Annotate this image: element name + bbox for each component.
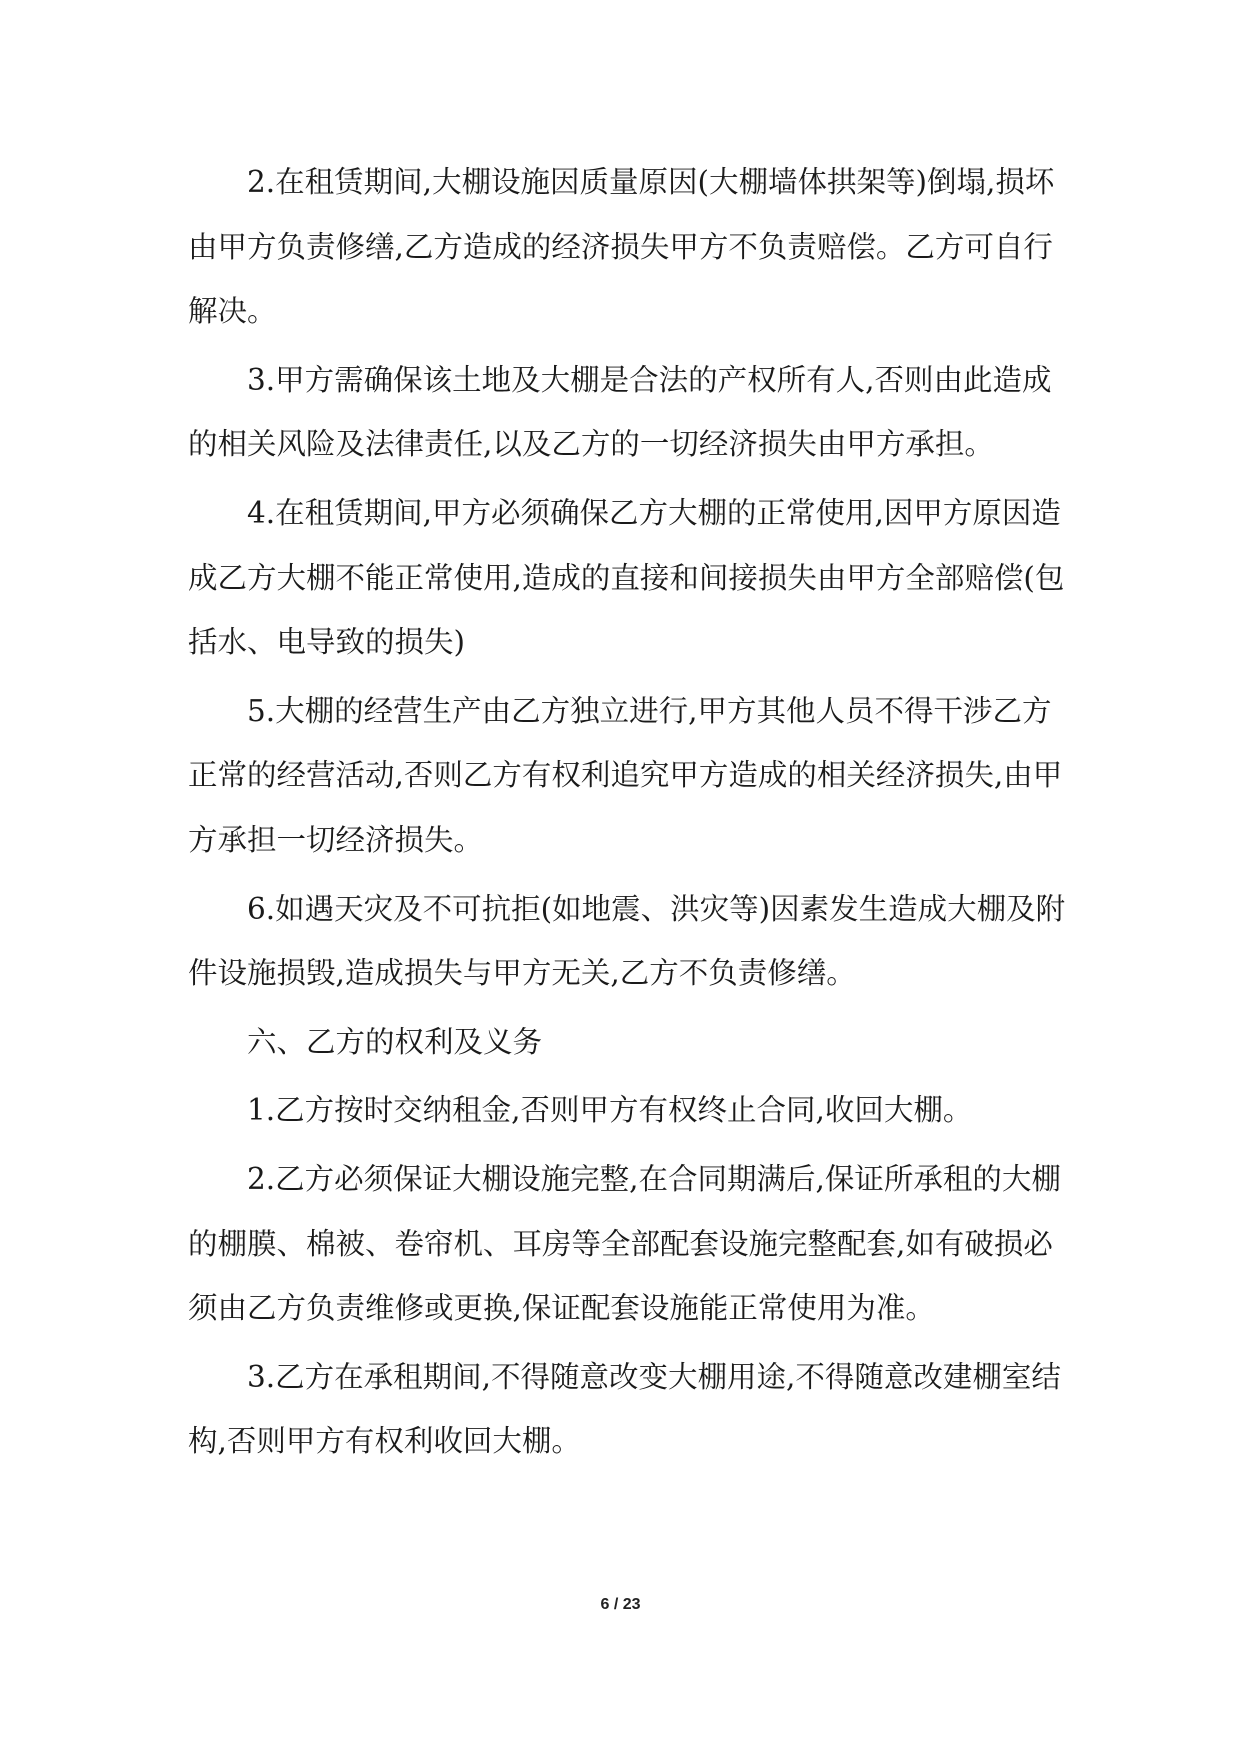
paragraph-clause-5-independent-operation: 5.大棚的经营生产由乙方独立进行,甲方其他人员不得干涉乙方正常的经营活动,否则乙方有权利追究甲方造成的相关经济损失,由甲方承担一切经济损失。 <box>188 693 1063 857</box>
paragraph-b-clause-3-usage: 3.乙方在承租期间,不得随意改变大棚用途,不得随意改建棚室结构,否则甲方有权利收回大棚。 <box>188 1359 1061 1459</box>
document-body <box>188 150 1068 1478</box>
paragraph-clause-3-ownership: 3.甲方需确保该土地及大棚是合法的产权所有人,否则由此造成的相关风险及法律责任,以及乙方的一切经济损失由甲方承担。 <box>188 362 1052 462</box>
section-heading-party-b-rights: 六、乙方的权利及义务 <box>247 1024 543 1059</box>
page-number: 6 / 23 <box>600 1596 641 1613</box>
paragraph-clause-6-force-majeure: 6.如遇天灾及不可抗拒(如地震、洪灾等)因素发生造成大棚及附件设施损毁,造成损失与甲方无关,乙方不负责修缮。 <box>188 891 1066 991</box>
paragraph-clause-2-damage-repair: 2.在租赁期间,大棚设施因质量原因(大棚墙体拱架等)倒塌,损坏由甲方负责修缮,乙方造成的经济损失甲方不负责赔偿。乙方可自行解决。 <box>188 165 1055 329</box>
paragraph-clause-4-normal-use: 4.在租赁期间,甲方必须确保乙方大棚的正常使用,因甲方原因造成乙方大棚不能正常使用,造成的直接和间接损失由甲方全部赔偿(包括水、电导致的损失) <box>188 495 1065 660</box>
paragraph-b-clause-1-rent: 1.乙方按时交纳租金,否则甲方有权终止合同,收回大棚。 <box>247 1093 973 1128</box>
paragraph-b-clause-2-facilities: 2.乙方必须保证大棚设施完整,在合同期满后,保证所承租的大棚的棚膜、棉被、卷帘机、耳房等全部配套设施完整配套,如有破损必须由乙方负责维修或更换,保证配套设施能正常使用为准。 <box>188 1161 1061 1326</box>
